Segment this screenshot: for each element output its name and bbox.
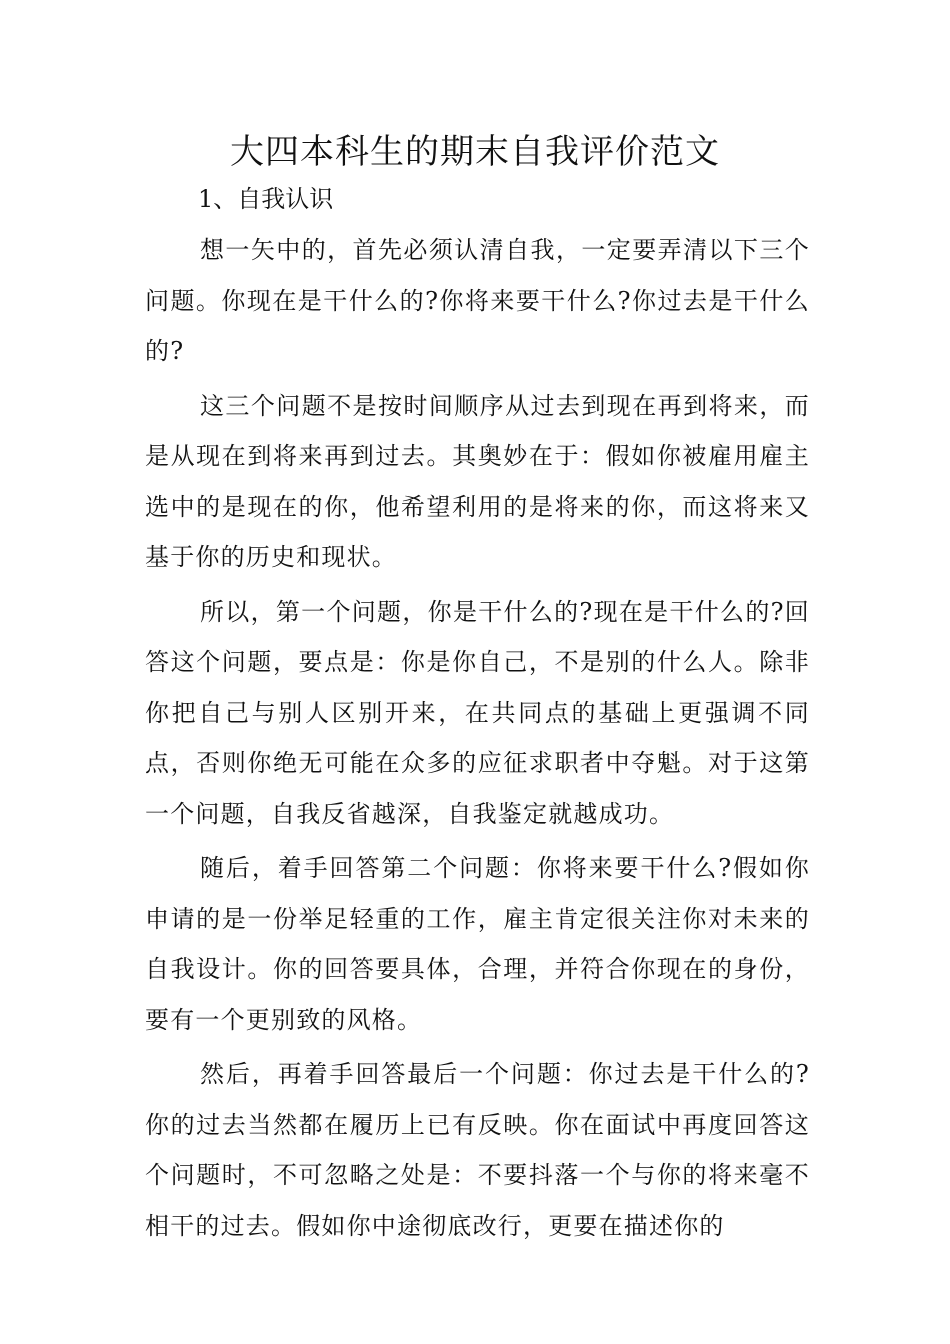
document-title: 大四本科生的期末自我评价范文 [230,132,720,172]
paragraph-1: 想一矢中的，首先必须认清自我，一定要弄清以下三个问题。你现在是干什么的?你将来要干什么?你过去是干什么的? [145,236,810,365]
paragraph-3: 所以，第一个问题，你是干什么的?现在是干什么的?回答这个问题，要点是：你是你自己，不是别的什么人。除非你把自己与别人区别开来，在共同点的基础上更强调不同点，否则你绝无可能在众多的应征求职者中夺魁。对于这第一个问题，自我反省越深，自我鉴定就越成功。 [145,597,810,828]
paragraph-2: 这三个问题不是按时间顺序从过去到现在再到将来，而是从现在到将来再到过去。其奥妙在于：假如你被雇用雇主选中的是现在的你，他希望利用的是将来的你，而这将来又基于你的历史和现状。 [145,391,810,571]
section-heading: 1、自我认识 [198,185,334,213]
paragraph-5: 然后，再着手回答最后一个问题：你过去是干什么的?你的过去当然都在履历上已有反映。你在面试中再度回答这个问题时，不可忽略之处是：不要抖落一个与你的将来毫不相干的过去。假如你中途彻底改行，更要在描述你的 [145,1060,810,1240]
document-body [145,225,810,1255]
paragraph-4: 随后，着手回答第二个问题：你将来要干什么?假如你申请的是一份举足轻重的工作，雇主肯定很关注你对未来的自我设计。你的回答要具体，合理，并符合你现在的身份，要有一个更别致的风格。 [145,854,810,1034]
